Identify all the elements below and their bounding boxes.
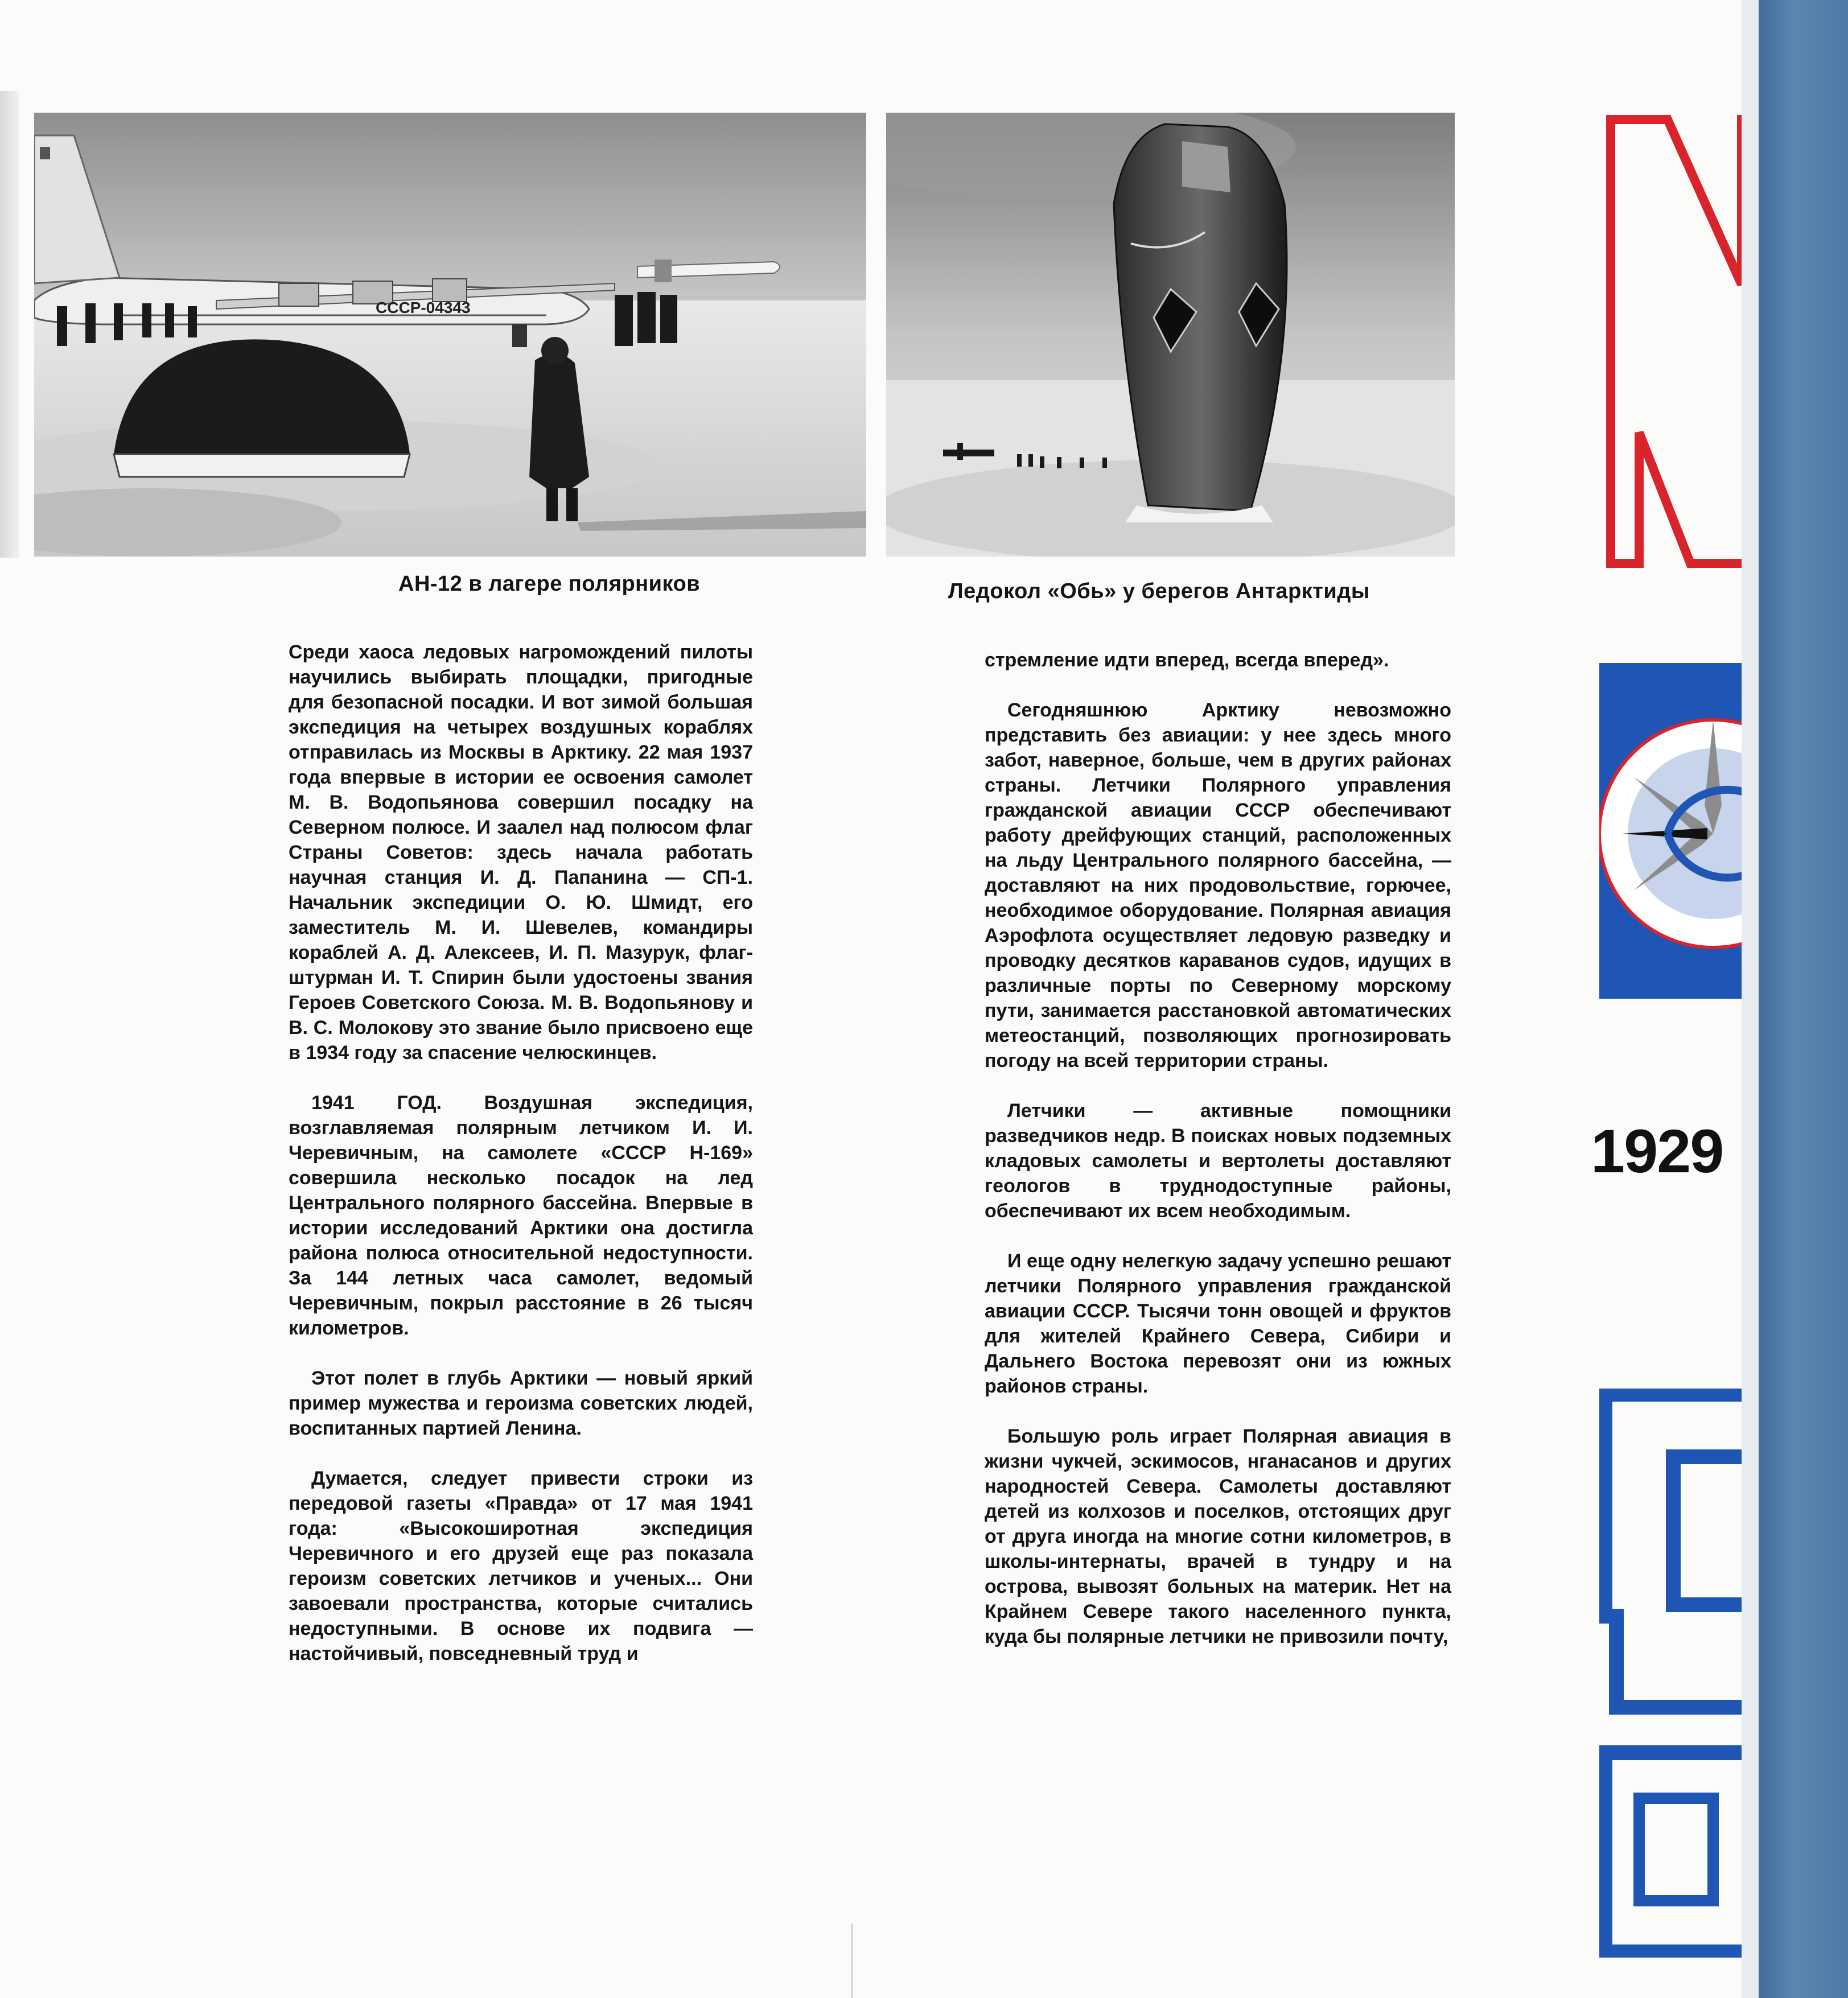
fold-out-page-edge: [1742, 0, 1761, 1998]
paragraph-heroism: Этот полет в глубь Арктики — новый яркий пример мужества и героизма советских людей, воспитанных партией Ленина.: [289, 1367, 753, 1439]
year-label: 1929: [1591, 1117, 1723, 1185]
paragraph-pravda-quote: Думается, следует привести строки из передовой газеты «Правда» от 17 мая 1941 года: «Высокоширотная экспедиция Черевичного и его друзей еще раз показала героизм советских летчиков и ученых... Они завоевали пространства, которые считались недоступными. В основе их подвига — настойчивый, повседневный труд и: [289, 1468, 753, 1665]
paragraph-1941: 1941 ГОД. Воздушная экспедиция, возглавляемая полярным летчиком И. И. Черевичным, на самолете «СССР Н-169» совершила несколько посадок на лед Центрального полярного бассейна. Впервые в истории исследований Арктики она достигла района полюса относительной недоступности. За 144 летных часа самолет, ведомый Черевичным, покрыл расстояние в 26 тысяч километров.: [289, 1092, 753, 1339]
left-text-column: [289, 640, 753, 1666]
an12-photo-illustration: [34, 113, 866, 557]
aircraft-marking: СССР-04343: [376, 299, 471, 316]
paragraph-aviation-today: Сегодняшнюю Арктику невозможно представить без авиации: у нее здесь много забот, наверное, больше, чем в других районах страны. Летчики Полярного управления гражданской авиации СССР обеспечивают работу дрейфующих станций, расположенных на льду Центрального полярного бассейна, — доставляют на них продовольствие, горючее, необходимое оборудование. Полярная авиация Аэрофлота осуществляет ледовую разведку и проводку десятков караванов судов, идущих в различные порты по Северному морскому пути, занимается расстановкой автоматических метеостанций, позволяющих прогнозировать погоду на всей территории страны.: [985, 699, 1451, 1072]
paragraph-food-supply: И еще одну нелегкую задачу успешно решают летчики Полярного управления гражданской авиации СССР. Тысячи тонн овощей и фруктов для жителей Крайнего Севера, Сибири и Дальнего Востока перевозят они из южных районов страны.: [985, 1250, 1451, 1397]
red-letter-m-graphic: [1605, 114, 1747, 569]
blue-letter-graphic: [1599, 1389, 1759, 1958]
compass-emblem: [1599, 663, 1759, 999]
caption-icebreaker: Ледокол «Обь» у берегов Антарктиды: [948, 579, 1370, 603]
icebreaker-photo-illustration: [886, 113, 1455, 557]
cover-edge-strip: [1759, 0, 1848, 1998]
caption-an12: АН-12 в лагере полярников: [398, 572, 701, 596]
paragraph-northern-peoples: Большую роль играет Полярная авиация в жизни чукчей, эскимосов, нганасанов и других народностей Севера. Самолеты доставляют детей из колхозов и поселков, отстоящих друг от друга иногда на многие сотни километров, в школы-интернаты, врачей в тундру и на острова, вывозят больных на материк. Нет на Крайнем Севере такого населенного пункта, куда бы полярные летчики не привозили почту,: [985, 1426, 1451, 1647]
paragraph-continuation: стремление идти вперед, всегда вперед».: [985, 649, 1389, 671]
previous-page-edge: [0, 91, 19, 558]
paragraph-geologists: Летчики — активные помощники разведчиков недр. В поисках новых подземных кладовых самолеты и вертолеты доставляют геологов в труднодоступные районы, обеспечивают их всем необходимым.: [985, 1100, 1451, 1222]
paragraph-1937: Среди хаоса ледовых нагромождений пилоты научились выбирать площадки, пригодные для безопасной посадки. И вот зимой большая экспедиция на четырех воздушных кораблях отправилась из Москвы в Арктику. 22 мая 1937 года впервые в истории ее освоения самолет М. В. Водопьянова совершил посадку на Северном полюсе. И заалел над полюсом флаг Страны Советов: здесь начала работать научная станция И. Д. Папанина — СП-1. Начальник экспедиции О. Ю. Шмидт, его заместитель М. И. Шевелев, командиры кораблей А. Д. Алексеев, И. П. Мазурук, флаг-штурман И. Т. Спирин были удостоены звания Героев Советского Союза. М. В. Водопьянову и В. С. Молокову это звание было присвоено еще в 1934 году за спасение челюскинцев.: [289, 641, 753, 1064]
page-fold-line: [851, 1923, 853, 1998]
photo-an12-camp: [34, 113, 866, 557]
photo-icebreaker-ob: [886, 113, 1455, 557]
right-text-column: [985, 648, 1451, 1649]
